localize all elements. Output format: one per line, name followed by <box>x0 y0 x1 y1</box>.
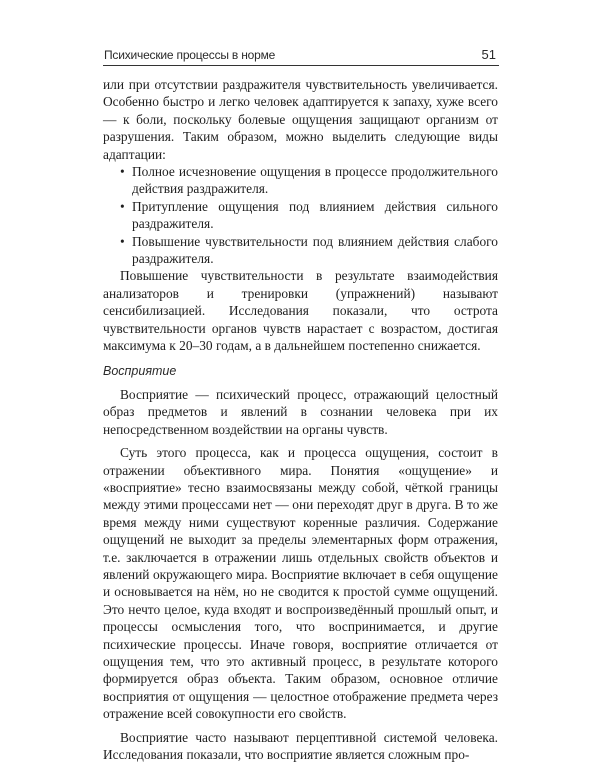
paragraph-sensitization: Повышение чувствительности в результате взаимодействия анализаторов и тренировки (упражнений) называют сенсибилизацией. Исследования показали, что острота чувствительности органов чувств нарастает с возрастом, достигая максимума к 20–30 годам, а в дальнейшем постепенно снижается. <box>103 268 498 354</box>
list-item: • Притупление ощущения под влиянием действия сильного раздражителя. <box>120 198 498 233</box>
running-header <box>103 45 499 66</box>
paragraph-perception-definition: Восприятие — психический процесс, отражающий целостный образ предметов и явлений в сознании человека при их непосредственном воздействии на органы чувств. <box>103 386 498 437</box>
page-number: 51 <box>481 47 496 62</box>
running-header-title: Психические процессы в норме <box>104 48 276 62</box>
list-item: • Повышение чувствительности под влиянием действия слабого раздражителя. <box>120 233 498 268</box>
section-subheading: Восприятие <box>103 363 177 378</box>
paragraph-perceptual-system: Восприятие часто называют перцептивной системой человека. Исследования показали, что восприятие является сложным про- <box>103 729 498 763</box>
paragraph-perception-essence: Суть этого процесса, как и процесса ощущения, состоит в отражении объективного мира. Понятия «ощущение» и «восприятие» тесно взаимосвязаны между собой, чёткой границы между этими процессами нет — они переходят друг в друга. В то же время между ними существуют коренные различия. Содержание ощущений не выходит за пределы элементарных форм отражения, т.е. заключается в отражении лишь отдельных свойств объектов и явлений окружающего мира. Восприятие включает в себя ощущение и основывается на нём, но не сводится к простой сумме ощущений. Это нечто целое, куда входят и воспроизведённый прошлый опыт, и процессы осмысления того, что воспринимается, и другие психические процессы. Иначе говоря, восприятие отличается от ощущения тем, что это активный процесс, в результате которого формируется образ объекта. Таким образом, основное отличие восприятия от ощущения — целостное отображение предмета через отражение всей совокупности его свойств. <box>103 445 498 722</box>
paragraph-continued: или при отсутствии раздражителя чувствительность увеличивается. Особенно быстро и легко человек адаптируется к запаху, хуже всего — к боли, поскольку болевые ощущения защищают организм от разрушения. Таким образом, можно выделить следующие виды адаптации: <box>103 77 498 162</box>
page-body <box>103 76 498 763</box>
list-item: • Полное исчезновение ощущения в процессе продолжительного действия раздражителя. <box>120 163 498 198</box>
adaptation-types-list <box>103 163 498 267</box>
